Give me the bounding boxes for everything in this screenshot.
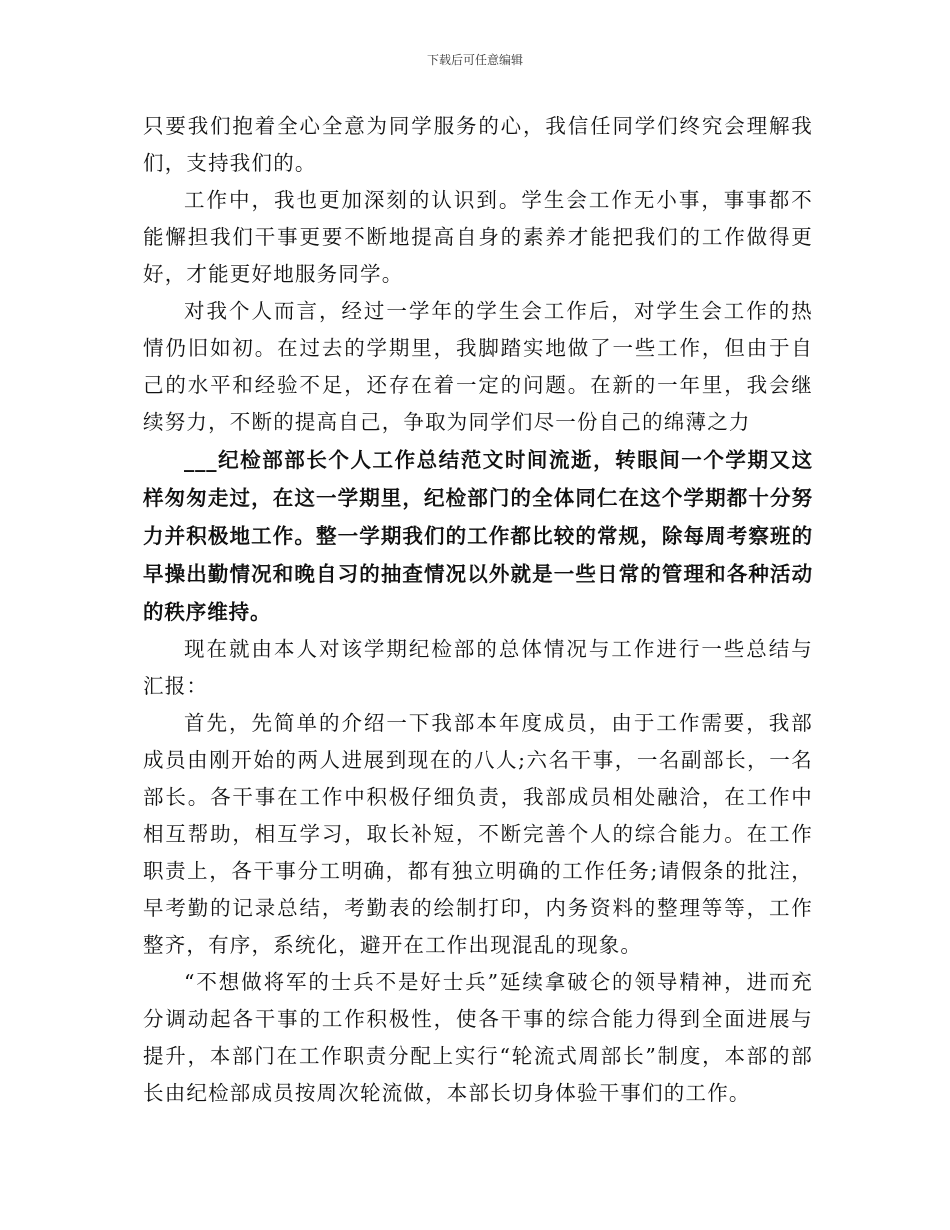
paragraph-work-insight: 工作中，我也更加深刻的认识到。学生会工作无小事，事事都不能懈担我们干事更要不断地提高自身的素养才能把我们的工作做得更好，才能更好地服务同学。 <box>143 188 813 286</box>
page-header: 下载后可任意编辑 <box>426 53 523 67</box>
paragraph-personal-reflection: 对我个人而言，经过一学年的学生会工作后，对学生会工作的热情仍旧如初。在过去的学期里，我脚踏实地做了一些工作，但由于自己的水平和经验不足，还存在着一定的问题。在新的一年里，我会继续努力，不断的提高自己，争取为同学们尽一份自己的绵薄之力 <box>143 299 813 434</box>
paragraph-report-intro: 现在就由本人对该学期纪检部的总体情况与工作进行一些总结与汇报： <box>143 637 813 698</box>
paragraph-title-summary: ___纪检部部长个人工作总结范文时间流逝，转眼间一个学期又这样匆匆走过，在这一学期里，纪检部门的全体同仁在这个学期都十分努力并积极地工作。整一学期我们的工作都比较的常规，除每周考察班的早操出勤情况和晚自习的抽查情况以外就是一些日常的管理和各种活动的秩序维持。 <box>143 448 813 624</box>
paragraph-continuation: 只要我们抱着全心全意为同学服务的心，我信任同学们终究会理解我们，支持我们的。 <box>143 114 813 175</box>
document-body <box>143 108 813 1112</box>
paragraph-rotation-system: “不想做将军的士兵不是好士兵”延续拿破仑的领导精神，进而充分调动起各干事的工作积极性，使各干事的综合能力得到全面进展与提升，本部门在工作职责分配上实行“轮流式周部长”制度，本部的部长由纪检部成员按周次轮流做，本部长切身体验干事们的工作。 <box>143 970 813 1105</box>
paragraph-members: 首先，先简单的介绍一下我部本年度成员，由于工作需要，我部成员由刚开始的两人进展到现在的八人;六名干事，一名副部长，一名部长。各干事在工作中积极仔细负责，我部成员相处融洽，在工作中相互帮助，相互学习，取长补短，不断完善个人的综合能力。在工作职责上，各干事分工明确，都有独立明确的工作任务;请假条的批注，早考勤的记录总结，考勤表的绘制打印，内务资料的整理等等，工作整齐，有序，系统化，避开在工作出现混乱的现象。 <box>143 711 813 957</box>
